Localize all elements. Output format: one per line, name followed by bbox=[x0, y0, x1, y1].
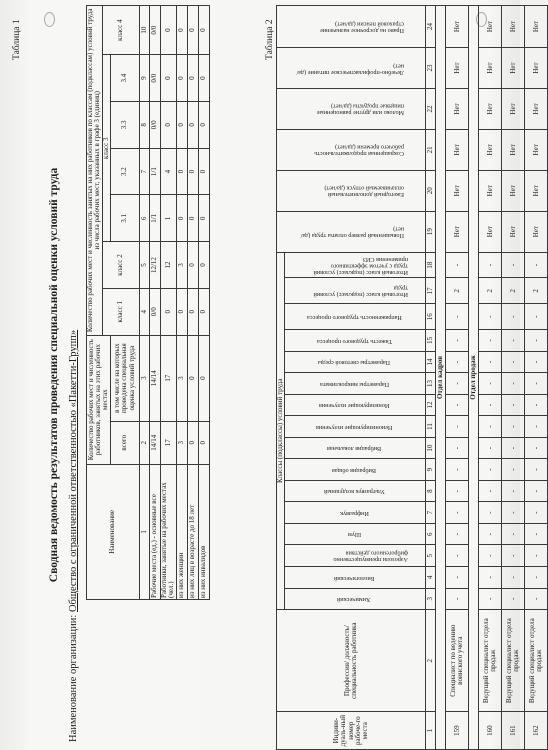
column-number: 4 bbox=[140, 288, 150, 335]
header-factor bbox=[285, 394, 426, 416]
row-value: - bbox=[446, 459, 469, 481]
row-value: 1/1 bbox=[150, 148, 161, 195]
row-value: Нет bbox=[502, 88, 525, 129]
header-class4: класс 4 bbox=[102, 6, 139, 55]
row-value: Нет bbox=[479, 129, 502, 170]
profession-name: Ведущий специалист отдела продаж bbox=[479, 610, 502, 712]
row-value: - bbox=[525, 416, 548, 438]
table-row bbox=[446, 6, 469, 750]
column-number: 8 bbox=[140, 102, 150, 149]
row-value: 0 bbox=[198, 421, 209, 464]
row-value: - bbox=[525, 459, 548, 481]
row-value: - bbox=[525, 480, 548, 502]
header-class2: класс 2 bbox=[102, 242, 139, 289]
table-row bbox=[479, 6, 502, 750]
column-number: 23 bbox=[426, 48, 436, 89]
row-value: Нет bbox=[446, 170, 469, 211]
row-value: Нет bbox=[525, 170, 548, 211]
row-value: 2 bbox=[479, 278, 502, 304]
workplace-id: 160 bbox=[479, 712, 502, 750]
column-number: 9 bbox=[426, 459, 436, 481]
row-value: - bbox=[479, 523, 502, 545]
row-value: 1/1 bbox=[150, 195, 161, 242]
row-value: 0 bbox=[161, 288, 177, 335]
row-value: 12/12 bbox=[150, 242, 161, 289]
row-value: - bbox=[525, 394, 548, 416]
row-value: 12 bbox=[161, 242, 177, 289]
column-number: 2 bbox=[426, 610, 436, 712]
column-number: 21 bbox=[426, 129, 436, 170]
row-value: - bbox=[502, 567, 525, 589]
row-value: - bbox=[502, 351, 525, 373]
row-value: - bbox=[502, 459, 525, 481]
table-row bbox=[502, 6, 525, 750]
row-value: - bbox=[479, 351, 502, 373]
table-row bbox=[525, 6, 548, 750]
row-value: - bbox=[502, 416, 525, 438]
row-value: 0 bbox=[187, 195, 198, 242]
row-value: - bbox=[479, 304, 502, 330]
row-value: 0/0 bbox=[150, 6, 161, 55]
row-value: - bbox=[502, 480, 525, 502]
header-factor-text: Параметры световой среды bbox=[318, 359, 391, 367]
row-value: 0 bbox=[198, 55, 209, 102]
header-factor-text: Химический bbox=[337, 596, 371, 604]
row-value: 0 bbox=[176, 55, 187, 102]
row-value: - bbox=[502, 588, 525, 610]
header-guarantee bbox=[277, 211, 426, 252]
table2-label: Таблица 2 bbox=[265, 19, 275, 60]
row-value: 3 bbox=[176, 335, 187, 421]
row-value: 0 bbox=[176, 102, 187, 149]
row-value: 0 bbox=[176, 148, 187, 195]
header-factor-text: Биологический bbox=[334, 574, 375, 582]
row-value: 0 bbox=[176, 288, 187, 335]
row-value: 14/14 bbox=[150, 421, 161, 464]
header-class1: класс 1 bbox=[102, 288, 139, 335]
header-factor-text: Итоговый класс (подкласс) условий труда с учетом эффективного применения СИЗ bbox=[313, 255, 409, 276]
row-value: Нет bbox=[525, 211, 548, 252]
row-value: - bbox=[525, 437, 548, 459]
row-value: 0 bbox=[187, 421, 198, 464]
row-value: 0 bbox=[198, 148, 209, 195]
row-value: Нет bbox=[479, 170, 502, 211]
row-value: Нет bbox=[525, 88, 548, 129]
row-value: - bbox=[479, 252, 502, 278]
row-value: - bbox=[479, 437, 502, 459]
row-value: - bbox=[479, 394, 502, 416]
header-factor-text: Вибрация локальная bbox=[327, 445, 382, 453]
row-value: 2 bbox=[446, 278, 469, 304]
column-number: 4 bbox=[426, 567, 436, 589]
row-value: - bbox=[479, 502, 502, 524]
header-factor bbox=[285, 304, 426, 330]
table-row bbox=[161, 6, 177, 600]
row-value: 4 bbox=[161, 148, 177, 195]
header-factor bbox=[285, 567, 426, 589]
header-workers: Количество рабочих мест и численность работников, занятых на этих рабочих местах bbox=[87, 335, 111, 464]
header-factor-text: Шум bbox=[347, 531, 361, 539]
column-number: 7 bbox=[426, 502, 436, 524]
row-value: - bbox=[446, 480, 469, 502]
header-factor-text: Аэрозоли преимущественно фиброгенного действия bbox=[333, 549, 409, 564]
header-factor bbox=[285, 278, 426, 304]
row-value: - bbox=[525, 304, 548, 330]
header-factor-text: Инфразвук bbox=[339, 509, 369, 517]
header-factor bbox=[285, 502, 426, 524]
header-factor bbox=[285, 545, 426, 567]
row-value: - bbox=[525, 351, 548, 373]
header-classes: Классы (подклассы) условий труда bbox=[277, 252, 285, 609]
workplace-id: 159 bbox=[446, 712, 469, 750]
header-factor bbox=[285, 523, 426, 545]
header-factor bbox=[285, 252, 426, 278]
column-number: 14 bbox=[426, 351, 436, 373]
row-value: Нет bbox=[502, 211, 525, 252]
header-factor bbox=[285, 373, 426, 395]
row-value: - bbox=[525, 502, 548, 524]
organization-label: Наименование организации: bbox=[68, 614, 79, 742]
row-value: - bbox=[446, 502, 469, 524]
header-factor bbox=[285, 330, 426, 352]
row-value: - bbox=[479, 330, 502, 352]
header-factor-text: Итоговый класс (подкласс) условий труда bbox=[313, 284, 409, 299]
row-value: 0/0 bbox=[150, 102, 161, 149]
row-value: - bbox=[525, 545, 548, 567]
section-row bbox=[436, 6, 446, 750]
table-row bbox=[176, 6, 187, 600]
header-guarantee-text: Сокращенная продолжительность рабочего времени (да/нет) bbox=[314, 143, 404, 158]
row-value: - bbox=[502, 330, 525, 352]
row-value: - bbox=[446, 394, 469, 416]
header-factor bbox=[285, 351, 426, 373]
column-number: 5 bbox=[426, 545, 436, 567]
column-number: 1 bbox=[140, 464, 150, 599]
column-number: 20 bbox=[426, 170, 436, 211]
row-value: 0 bbox=[198, 6, 209, 55]
column-number: 6 bbox=[426, 523, 436, 545]
header-guarantee-text: Лечебно-профилактическое питание (да/нет) bbox=[296, 62, 404, 76]
row-value: 0 bbox=[161, 102, 177, 149]
header-factor bbox=[285, 459, 426, 481]
row-value: 0 bbox=[187, 288, 198, 335]
header-factor-text: Параметры микроклимата bbox=[319, 380, 389, 388]
row-value: - bbox=[479, 545, 502, 567]
row-label: из них инвалидов bbox=[198, 464, 209, 599]
header-guarantee-text: Повышенный размер оплаты труда (да/нет) bbox=[300, 225, 404, 240]
row-value: 0 bbox=[198, 335, 209, 421]
column-number: 1 bbox=[426, 712, 436, 750]
section-title: Отдел продаж bbox=[469, 6, 479, 750]
profession-name: Специалист по ведению воинского учета bbox=[446, 610, 469, 712]
header-factor-text: Напряженность трудового процесса bbox=[306, 314, 402, 321]
table-row bbox=[150, 6, 161, 600]
header-guarantee bbox=[277, 129, 426, 170]
header-class3: класс 3 bbox=[102, 55, 110, 242]
header-evaluated: в том числе на которых проведена специальная оценка условий труда bbox=[111, 335, 140, 421]
column-number-row bbox=[140, 6, 150, 600]
row-value: 14/14 bbox=[150, 335, 161, 421]
row-value: Нет bbox=[446, 129, 469, 170]
column-number: 10 bbox=[140, 6, 150, 55]
summary-table bbox=[86, 5, 210, 600]
column-number: 3 bbox=[140, 335, 150, 421]
row-value: 0 bbox=[161, 55, 177, 102]
row-value: 0 bbox=[198, 242, 209, 289]
row-value: - bbox=[446, 567, 469, 589]
row-value: 0 bbox=[198, 195, 209, 242]
column-number: 3 bbox=[426, 588, 436, 610]
header-id: Индиви-дуаль-ный номер рабоче-го места bbox=[277, 712, 426, 750]
row-value: 0 bbox=[187, 335, 198, 421]
row-value: 0 bbox=[187, 55, 198, 102]
row-value: - bbox=[446, 304, 469, 330]
workplace-id: 162 bbox=[525, 712, 548, 750]
row-value: Нет bbox=[502, 170, 525, 211]
row-value: - bbox=[502, 545, 525, 567]
row-value: - bbox=[446, 588, 469, 610]
row-value: 0 bbox=[187, 6, 198, 55]
column-number: 17 bbox=[426, 278, 436, 304]
row-value: - bbox=[446, 373, 469, 395]
header-factor-text: Ультразвук воздушный bbox=[323, 488, 385, 496]
row-value: - bbox=[525, 330, 548, 352]
row-value: Нет bbox=[479, 6, 502, 48]
row-value: - bbox=[502, 502, 525, 524]
row-value: Нет bbox=[446, 48, 469, 89]
row-value: - bbox=[446, 252, 469, 278]
row-value: - bbox=[479, 459, 502, 481]
row-value: 0 bbox=[187, 102, 198, 149]
header-factor-text: Тяжесть трудового процесса bbox=[316, 337, 392, 345]
row-value: - bbox=[502, 373, 525, 395]
column-number: 5 bbox=[140, 242, 150, 289]
header-total: всего bbox=[111, 421, 140, 464]
table-row bbox=[187, 6, 198, 600]
header-row bbox=[87, 6, 103, 600]
row-value: Нет bbox=[525, 48, 548, 89]
row-value: - bbox=[446, 330, 469, 352]
row-value: 0/0 bbox=[150, 288, 161, 335]
column-number: 7 bbox=[140, 148, 150, 195]
row-value: Нет bbox=[479, 211, 502, 252]
row-value: Нет bbox=[502, 129, 525, 170]
header-factor-text: Вибрация общая bbox=[332, 466, 377, 474]
row-value: Нет bbox=[446, 6, 469, 48]
row-value: - bbox=[502, 394, 525, 416]
column-number: 24 bbox=[426, 6, 436, 48]
row-value: 0 bbox=[161, 6, 177, 55]
row-value: - bbox=[446, 523, 469, 545]
header-guarantee bbox=[277, 48, 426, 89]
row-value: Нет bbox=[479, 48, 502, 89]
row-value: 0 bbox=[187, 148, 198, 195]
column-number: 18 bbox=[426, 252, 436, 278]
column-number-row bbox=[426, 6, 436, 750]
header-guarantee bbox=[277, 6, 426, 48]
row-value: 0 bbox=[176, 195, 187, 242]
row-value: Нет bbox=[446, 88, 469, 129]
row-value: - bbox=[502, 523, 525, 545]
row-value: - bbox=[525, 373, 548, 395]
row-value: 0 bbox=[198, 288, 209, 335]
row-value: - bbox=[525, 588, 548, 610]
table-row bbox=[198, 6, 209, 600]
section-row bbox=[469, 6, 479, 750]
header-guarantee bbox=[277, 170, 426, 211]
row-value: 0 bbox=[187, 242, 198, 289]
row-value: - bbox=[446, 351, 469, 373]
profession-name: Ведущий специалист отдела продаж bbox=[502, 610, 525, 712]
row-value: - bbox=[525, 523, 548, 545]
column-number: 10 bbox=[426, 437, 436, 459]
document-title: Сводная ведомость результатов проведения специальной оценки условий труда bbox=[48, 167, 60, 583]
column-number: 16 bbox=[426, 304, 436, 330]
row-value: - bbox=[446, 545, 469, 567]
header-name: Наименование bbox=[87, 464, 140, 599]
header-subclass: 3.1 bbox=[111, 195, 140, 242]
column-number: 13 bbox=[426, 373, 436, 395]
row-value: - bbox=[525, 567, 548, 589]
table1-label: Таблица 1 bbox=[12, 19, 22, 60]
row-value: 17 bbox=[161, 335, 177, 421]
column-number: 19 bbox=[426, 211, 436, 252]
row-value: 3 bbox=[176, 242, 187, 289]
row-value: - bbox=[479, 480, 502, 502]
column-number: 6 bbox=[140, 195, 150, 242]
header-factor bbox=[285, 588, 426, 610]
section-title: Отдел кадров bbox=[436, 6, 446, 750]
row-value: 2 bbox=[502, 278, 525, 304]
row-value: - bbox=[479, 588, 502, 610]
row-value: 17 bbox=[161, 421, 177, 464]
organization-name: Общество с ограниченной ответственностью «Пакетти-Групп» bbox=[68, 329, 79, 613]
row-label: из них лиц в возрасте до 18 лет bbox=[187, 464, 198, 599]
row-value: - bbox=[446, 416, 469, 438]
row-value: - bbox=[479, 567, 502, 589]
column-number: 11 bbox=[426, 416, 436, 438]
row-value: - bbox=[479, 373, 502, 395]
row-value: - bbox=[525, 252, 548, 278]
row-value: - bbox=[446, 437, 469, 459]
column-number: 9 bbox=[140, 55, 150, 102]
row-value: - bbox=[479, 416, 502, 438]
organization-line bbox=[68, 330, 79, 742]
row-value: Нет bbox=[446, 211, 469, 252]
row-value: - bbox=[502, 252, 525, 278]
row-label: из них женщин bbox=[176, 464, 187, 599]
row-label: Рабочие места (ед.) - основные все bbox=[150, 464, 161, 599]
row-value: 0 bbox=[198, 102, 209, 149]
column-number: 12 bbox=[426, 394, 436, 416]
column-number: 8 bbox=[426, 480, 436, 502]
profession-name: Ведущий специалист отдела продаж bbox=[525, 610, 548, 712]
row-value: Нет bbox=[502, 48, 525, 89]
header-subclass: 3.3 bbox=[111, 102, 140, 149]
row-value: Нет bbox=[525, 129, 548, 170]
row-label: Работники, занятые на рабочих местах (чел.) bbox=[161, 464, 177, 599]
row-value: 0/0 bbox=[150, 55, 161, 102]
header-guarantee-text: Право на досрочное назначение страховой пенсии (да/нет) bbox=[319, 20, 404, 35]
row-value: Нет bbox=[525, 6, 548, 48]
header-factor-text: Неионизирующие излучения bbox=[315, 423, 393, 431]
column-number: 22 bbox=[426, 88, 436, 129]
header-factor bbox=[285, 480, 426, 502]
header-factor bbox=[285, 416, 426, 438]
header-factor bbox=[285, 437, 426, 459]
row-value: 2 bbox=[525, 278, 548, 304]
header-guarantee-text: Ежегодный дополнительный оплачиваемый отпуск (да/нет) bbox=[324, 184, 404, 199]
header-guarantee bbox=[277, 88, 426, 129]
row-value: 0 bbox=[176, 6, 187, 55]
row-value: 1 bbox=[161, 195, 177, 242]
header-factor-text: Ионизирующие излучения bbox=[319, 402, 390, 410]
header-classes: Количество рабочих мест и численность занятых на них работников по классам (подклассам) условий труда из числа рабочих мест, указанных в графе 3 (единиц) bbox=[87, 6, 103, 336]
results-table bbox=[276, 5, 548, 750]
header-row bbox=[277, 6, 285, 750]
header-subclass: 3.4 bbox=[111, 55, 140, 102]
workplace-id: 161 bbox=[502, 712, 525, 750]
column-number: 15 bbox=[426, 330, 436, 352]
row-value: Нет bbox=[479, 88, 502, 129]
header-guarantee-text: Молоко или другие равноценные пищевые продукты (да/нет) bbox=[316, 102, 404, 117]
header-profession: Профессия/ должность/ специальность работника bbox=[277, 610, 426, 712]
row-value: - bbox=[502, 437, 525, 459]
column-number: 2 bbox=[140, 421, 150, 464]
header-subclass: 3.2 bbox=[111, 148, 140, 195]
row-value: 3 bbox=[176, 421, 187, 464]
row-value: - bbox=[502, 304, 525, 330]
row-value: Нет bbox=[502, 6, 525, 48]
